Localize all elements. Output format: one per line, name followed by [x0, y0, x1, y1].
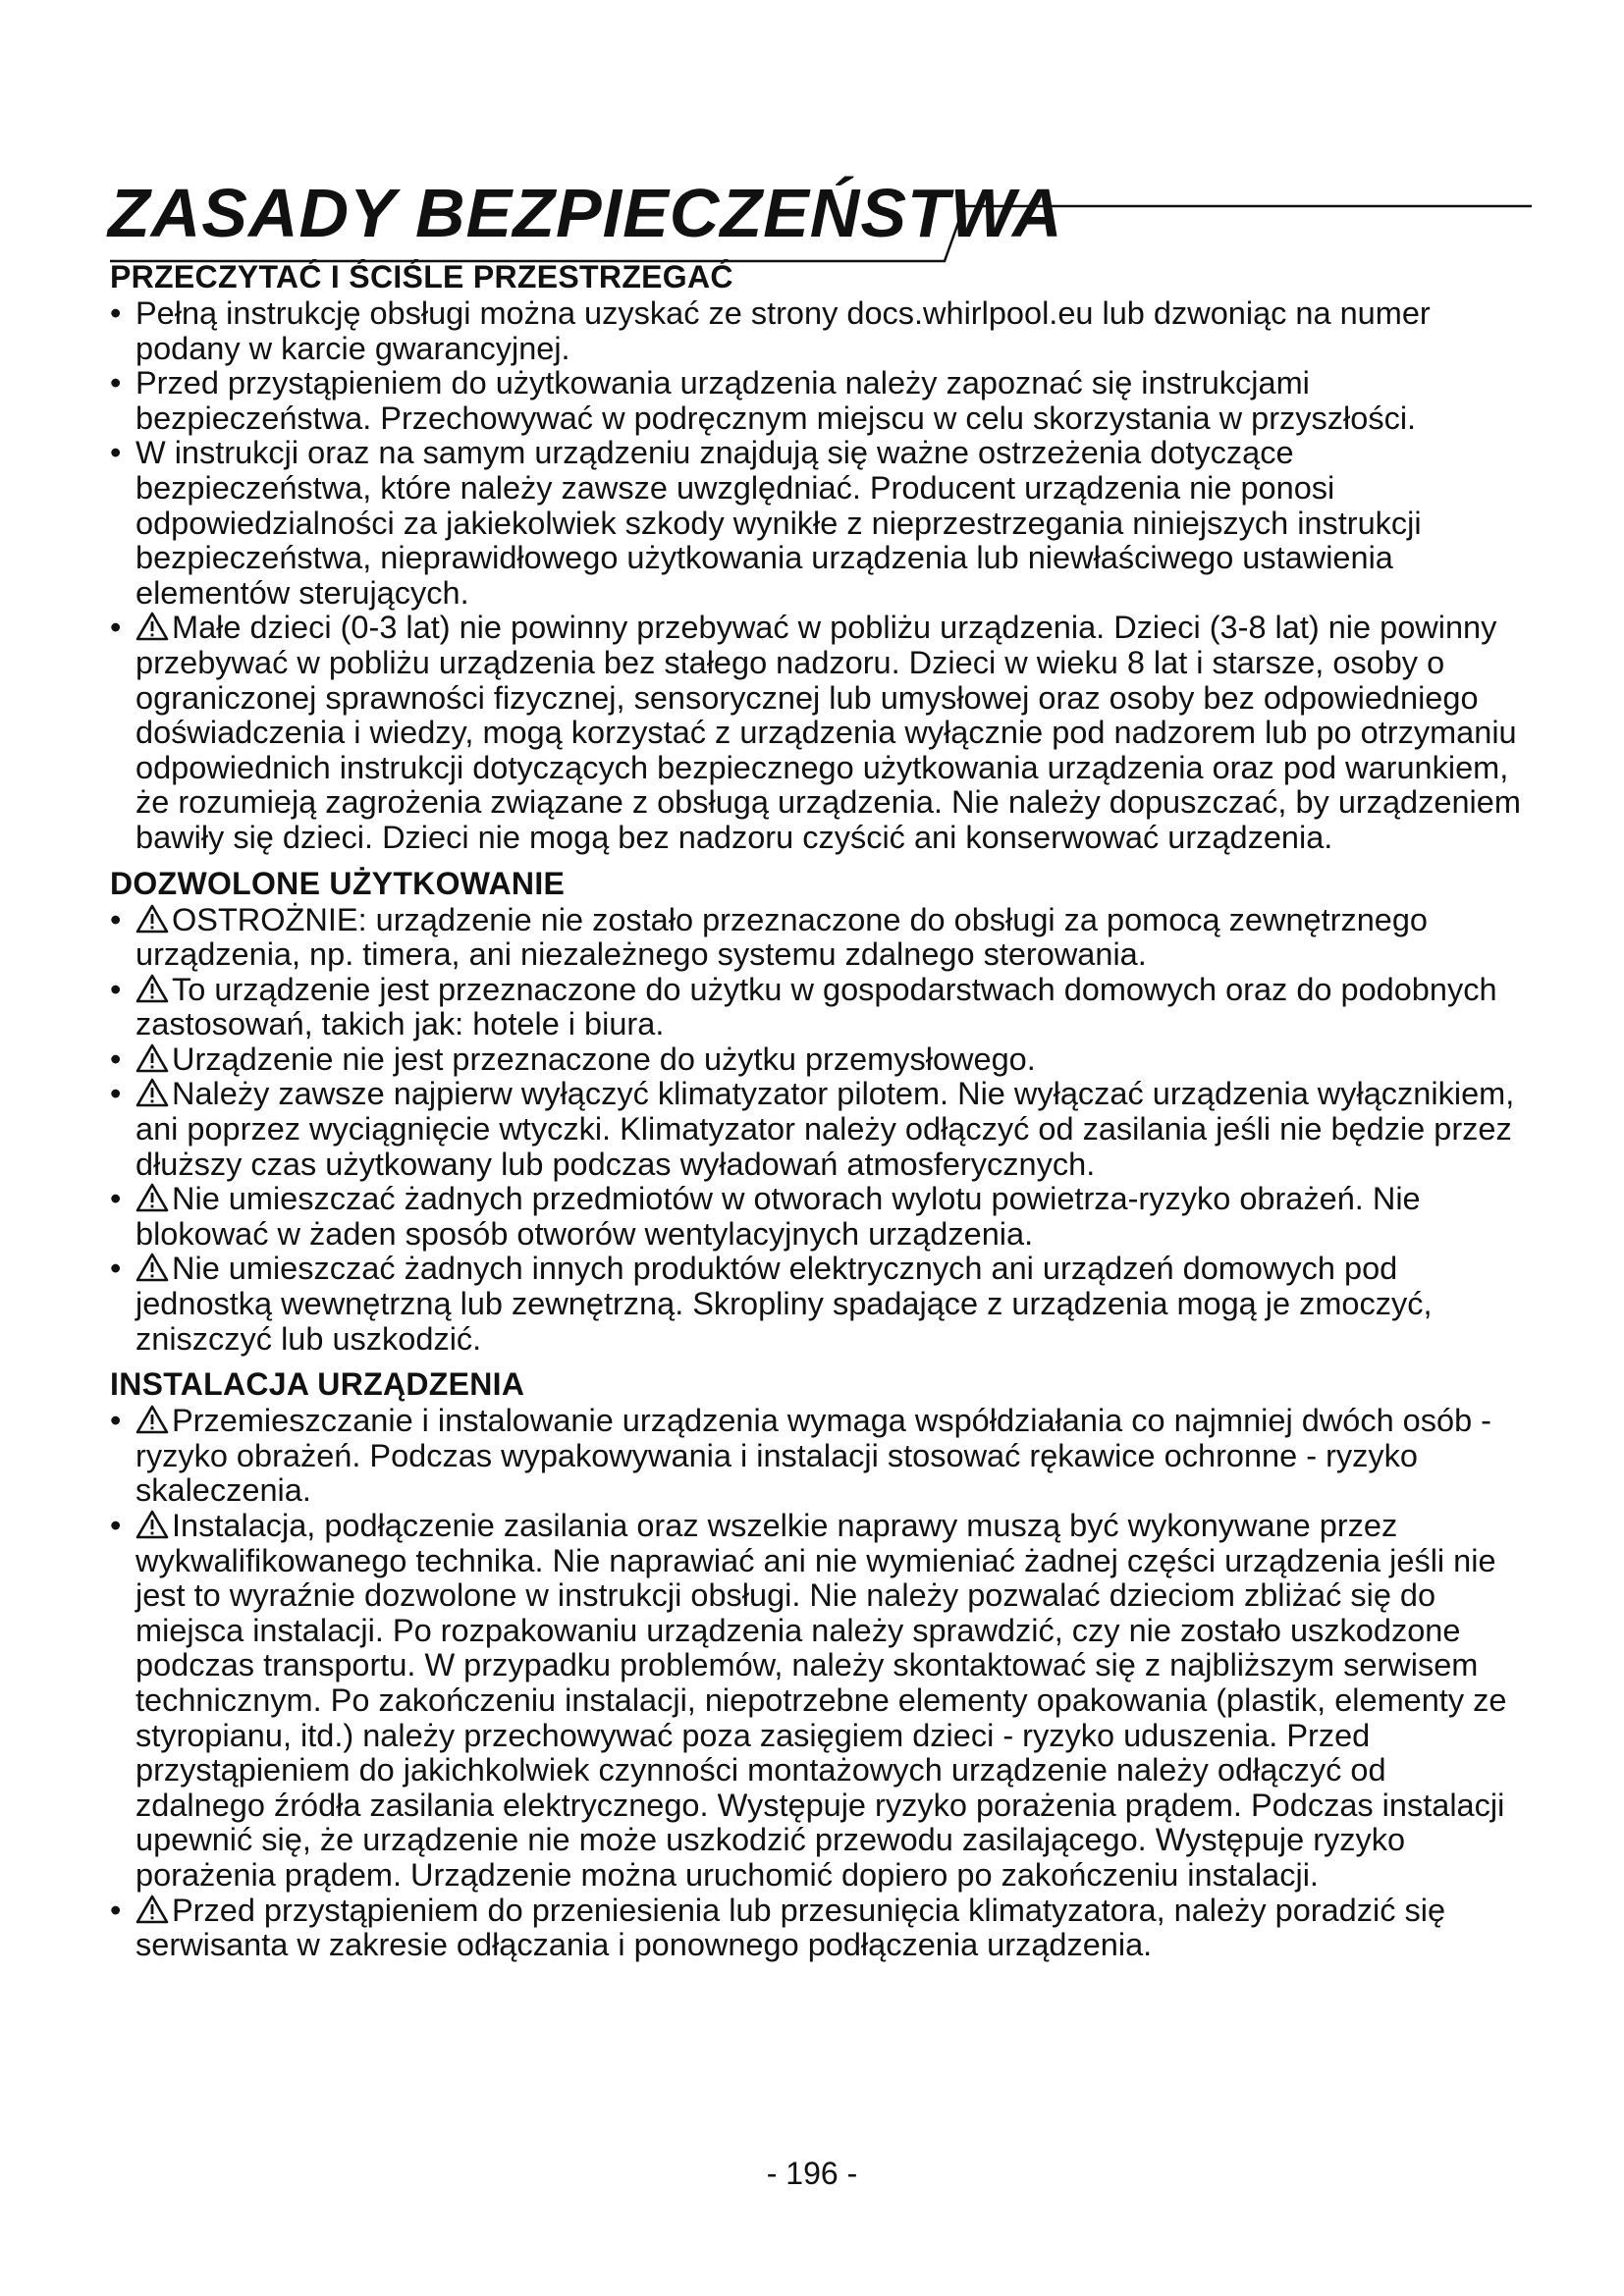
- page-number: - 196 -: [766, 2156, 858, 2191]
- list-item: [110, 1042, 1524, 1078]
- warning-triangle-icon: [135, 1078, 169, 1107]
- item-text: OSTROŻNIE: urządzenie nie zostało przeznaczone do obsługi za pomocą zewnętrznego urządzenia, np. timera, ani niezależnego systemu zdalnego sterowania.: [135, 901, 1429, 973]
- list-item: [110, 1404, 1524, 1509]
- section-heading: INSTALACJA URZĄDZENIA: [110, 1366, 525, 1403]
- warning-triangle-icon: [135, 904, 169, 934]
- list-item: [110, 436, 1524, 611]
- item-text: Przemieszczanie i instalowanie urządzenia wymaga współdziałania co najmniej dwóch osób - ryzyko obrażeń. Podczas wypakowywania i instalacji stosować rękawice ochronne - ryzyko skaleczenia.: [135, 1403, 1492, 1509]
- item-text: Przed przystąpieniem do użytkowania urządzenia należy zapoznać się instrukcjami bezpieczeństwa. Przechowywać w podręcznym miejscu w celu skorzystania w przyszłości.: [135, 365, 1417, 436]
- list-item: [110, 1509, 1524, 1894]
- list-item: [110, 1252, 1524, 1357]
- item-text: Należy zawsze najpierw wyłączyć klimatyzator pilotem. Nie wyłączać urządzenia wyłącznikiem, ani poprzez wyciągnięcie wtyczki. Klimatyzator należy odłączyć od zasilania jeśli nie będzie przez dłuższy czas użytkowany lub podczas wyładowań atmosferycznych.: [135, 1076, 1515, 1182]
- warning-triangle-icon: [135, 1895, 169, 1924]
- item-text: Pełną instrukcję obsługi można uzyskać ze strony docs.whirlpool.eu lub dzwoniąc na numer podany w karcie gwarancyjnej.: [135, 295, 1431, 366]
- list-item: [110, 1894, 1524, 1963]
- item-text: Instalacja, podłączenie zasilania oraz wszelkie naprawy muszą być wykonywane przez wykwalifikowanego technika. Nie naprawiać ani nie wymieniać żadnej części urządzenia jeśli nie jest to wyraźnie dozwolone w instrukcji obsługi. Nie należy pozwalać dzieciom zbliżać się do miejsca instalacji. Po rozpakowaniu urządzenia należy sprawdzić, czy nie zostało uszkodzone podczas transportu. W przypadku problemów, należy skontaktować się z najbliższym serwisem technicznym. Po zakończeniu instalacji, niepotrzebne elementy opakowania (plastik, elementy ze styropianu, itd.) należy przechowywać poza zasięgiem dzieci - ryzyko uduszenia. Przed przystąpieniem do jakichkolwiek czynności montażowych urządzenie należy odłączyć od zdalnego źródła zasilania elektrycznego. Występuje ryzyko porażenia prądem. Podczas instalacji upewnić się, że urządzenie nie może uszkodzić przewodu zasilającego. Występuje ryzyko porażenia prądem. Urządzenie można uruchomić dopiero po zakończeniu instalacji.: [135, 1508, 1507, 1893]
- warning-triangle-icon: [135, 1183, 169, 1212]
- item-text: To urządzenie jest przeznaczone do użytku w gospodarstwach domowych oraz do podobnych zastosowań, takich jak: hotele i biura.: [135, 971, 1497, 1042]
- section-heading: PRZECZYTAĆ I ŚCIŚLE PRZESTRZEGAĆ: [110, 259, 733, 294]
- section-permitted-use: [110, 864, 1524, 1358]
- list-item: [110, 973, 1524, 1042]
- list-item: [110, 296, 1524, 366]
- item-text: W instrukcji oraz na samym urządzeniu znajdują się ważne ostrzeżenia dotyczące bezpieczeństwa, które należy zawsze uwzględniać. Producent urządzenia nie ponosi odpowiedzialności za jakiekolwiek szkody wynikłe z nieprzestrzegania niniejszych instrukcji bezpieczeństwa, nieprawidłowego użytkowania urządzenia lub niewłaściwego ustawienia elementów sterujących.: [135, 435, 1422, 611]
- safety-content: [110, 257, 1524, 1971]
- item-text: Przed przystąpieniem do przeniesienia lub przesunięcia klimatyzatora, należy poradzić się serwisanta w zakresie odłączania i ponownego podłączenia urządzenia.: [135, 1892, 1446, 1963]
- section-heading: DOZWOLONE UŻYTKOWANIE: [110, 865, 566, 901]
- page-title: ZASADY BEZPIECZEŃSTWA: [108, 175, 1063, 251]
- item-list: [110, 1404, 1524, 1963]
- item-text: Urządzenie nie jest przeznaczone do użytku przemysłowego.: [172, 1041, 1036, 1077]
- list-item: [110, 366, 1524, 436]
- list-item: [110, 903, 1524, 973]
- item-text: Małe dzieci (0-3 lat) nie powinny przebywać w pobliżu urządzenia. Dzieci (3-8 lat) nie powinny przebywać w pobliżu urządzenia bez stałego nadzoru. Dzieci w wieku 8 lat i starsze, osoby o ograniczonej sprawności fizycznej, sensorycznej lub umysłowej oraz osoby bez odpowiedniego doświadczenia i wiedzy, mogą korzystać z urządzenia wyłącznie pod nadzorem lub po otrzymaniu odpowiednich instrukcji dotyczących bezpiecznego użytkowania urządzenia oraz pod warunkiem, że rozumieją zagrożenia związane z obsługą urządzenia. Nie należy dopuszczać, by urządzeniem bawiły się dzieci. Dzieci nie mogą bez nadzoru czyścić ani konserwować urządzenia.: [135, 610, 1521, 855]
- list-item: [110, 1077, 1524, 1182]
- section-read-and-follow: [110, 257, 1524, 856]
- warning-triangle-icon: [135, 1510, 169, 1539]
- warning-triangle-icon: [135, 1043, 169, 1073]
- warning-triangle-icon: [135, 612, 169, 641]
- item-text: Nie umieszczać żadnych przedmiotów w otworach wylotu powietrza-ryzyko obrażeń. Nie blokować w żaden sposób otworów wentylacyjnych urządzenia.: [135, 1181, 1421, 1252]
- list-item: [110, 1182, 1524, 1252]
- item-list: [110, 903, 1524, 1358]
- item-list: [110, 296, 1524, 856]
- warning-triangle-icon: [135, 1405, 169, 1434]
- section-installation: [110, 1364, 1524, 1963]
- list-item: [110, 611, 1524, 855]
- warning-triangle-icon: [135, 974, 169, 1003]
- item-text: Nie umieszczać żadnych innych produktów elektrycznych ani urządzeń domowych pod jednostką wewnętrzną lub zewnętrzną. Skropliny spadające z urządzenia mogą je zmoczyć, zniszczyć lub uszkodzić.: [135, 1251, 1433, 1357]
- warning-triangle-icon: [135, 1253, 169, 1282]
